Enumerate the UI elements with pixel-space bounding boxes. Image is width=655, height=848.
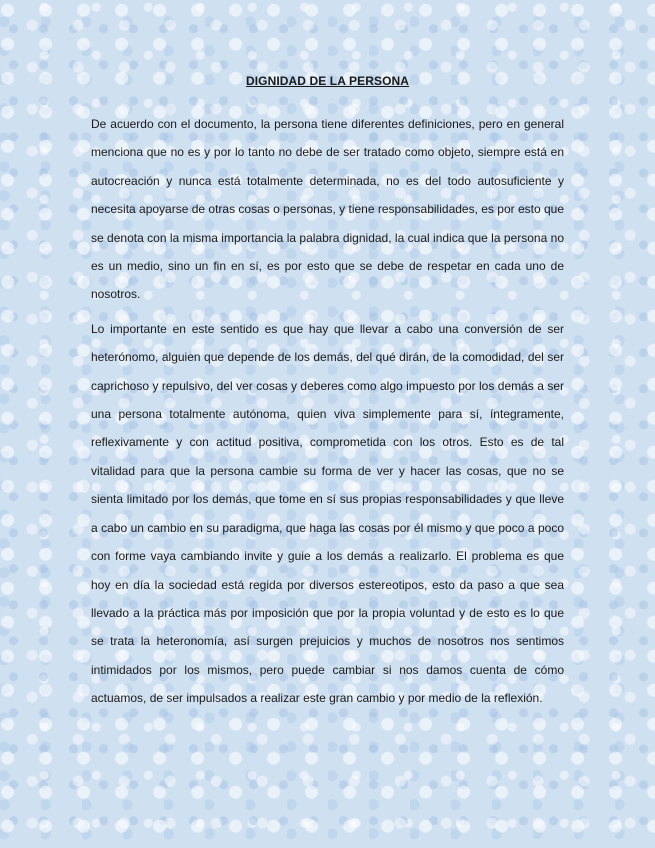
paragraph-2: Lo importante en este sentido es que hay que llevar a cabo una conversión de ser heterónomo, alguien que depende de los demás, del qué dirán, de la comodidad, del ser caprichoso y repulsivo, del ver cosas y deberes como algo impuesto por los demás a ser una persona totalmente autónoma, quien viva simplemente para sí, íntegramente, reflexivamente y con actitud positiva, comprometida con los otros. Esto es de tal vitalidad para que la persona cambie su forma de ver y hacer las cosas, que no se sienta limitado por los demás, que tome en sí sus propias responsabilidades y que lleve a cabo un cambio en su paradigma, que haga las cosas por él mismo y que poco a poco con forme vaya cambiando invite y guie a los demás a realizarlo. El problema es que hoy en día la sociedad está regida por diversos estereotipos, esto da paso a que sea llevado a la práctica más por imposición que por la propia voluntad y de esto es lo que se trata la heteronomía, así surgen prejuicios y muchos de nosotros nos sentimos intimidados por los mismos, pero puede cambiar si nos damos cuenta de cómo actuamos, de ser impulsados a realizar este gran cambio y por medio de la reflexión. (91, 321, 564, 706)
page-content (91, 62, 564, 719)
document-title: DIGNIDAD DE LA PERSONA (245, 74, 410, 88)
paragraph-1: De acuerdo con el documento, la persona tiene diferentes definiciones, pero en general menciona que no es y por lo tanto no debe de ser tratado como objeto, siempre está en autocreación y nunca está totalmente determinada, no es del todo autosuficiente y necesita apoyarse de otras cosas o personas, y tiene responsabilidades, es por esto que se denota con la misma importancia la palabra dignidad, la cual indica que la persona no es un medio, sino un fin en sí, es por esto que se debe de respetar en cada uno de nosotros. (91, 117, 564, 302)
